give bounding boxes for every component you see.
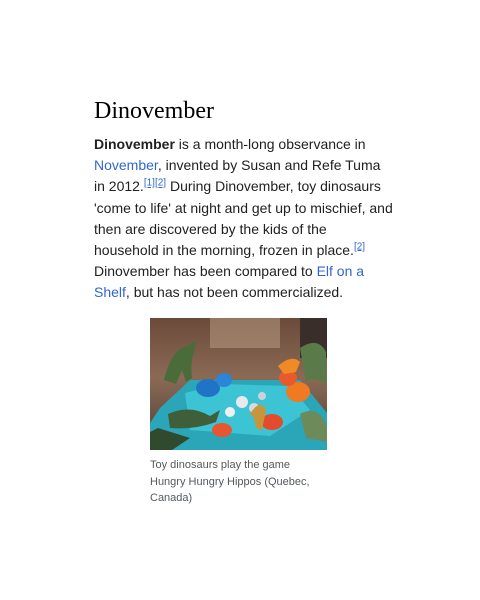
citation-2-repeat[interactable]: [2] [353,241,366,253]
link-elf-on-a-shelf[interactable]: Elf on a Shelf [94,263,365,301]
paragraph-text: , invented by Susan and Refe Tuma in 2012. [94,157,381,195]
paragraph-text: Dinovember has been compared to [94,263,317,280]
article-paragraph [94,134,394,304]
citation-2[interactable]: [2] [154,177,167,189]
paragraph-text: , but has not been commercialized. [125,284,344,301]
article-figure [150,318,327,507]
figure-caption: Toy dinosaurs play the game Hungry Hungry Hippos (Quebec, Canada) [150,459,310,504]
citation-1[interactable]: [1] [143,177,155,189]
toy-dinosaurs-photo[interactable] [150,318,327,450]
article-term: Dinovember [94,136,175,152]
paragraph-text: is a month-long observance in [174,136,366,152]
article-title: Dinovember [94,98,214,124]
link-november[interactable]: November [94,157,158,174]
paragraph-text: During Dinovember, toy dinosaurs 'come to life' at night and get up to mischief, and then are discovered by the kids of the household in the morning, frozen in place. [94,178,393,259]
